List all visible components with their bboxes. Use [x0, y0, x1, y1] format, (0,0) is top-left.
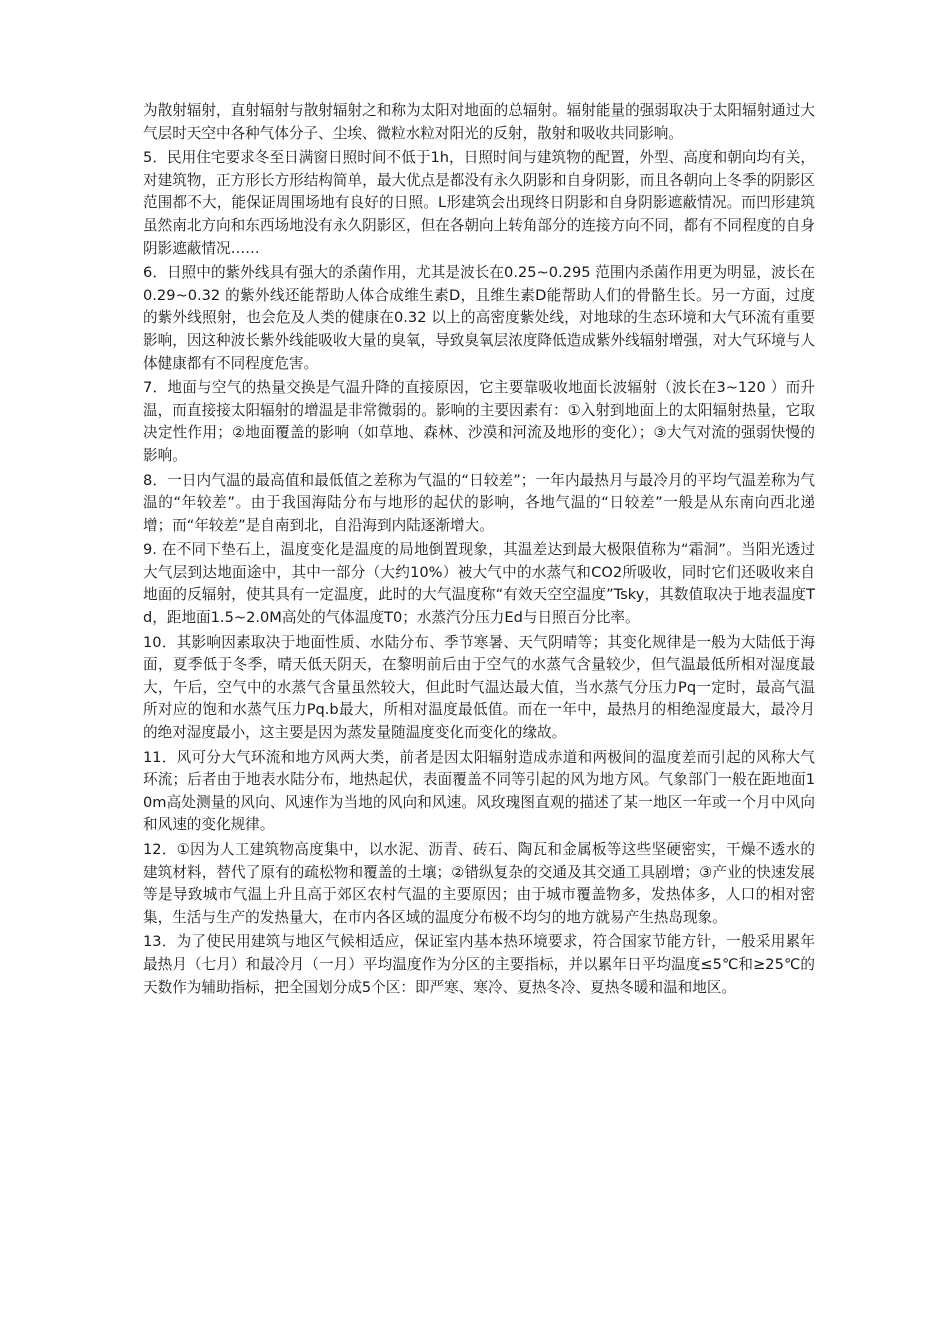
paragraph-13-climate-zones: 13．为了使民用建筑与地区气候相适应，保证室内基本热环境要求，符合国家节能方针，一般采用累年最热月（七月）和最冷月（一月）平均温度作为分区的主要指标，并以累年日平均温度≤5℃和≥25℃的天数作为辅助指标，把全国划分成5个区：即严寒、寒冷、夏热冬冷、夏热冬暖和温和地区。: [143, 933, 815, 996]
paragraph-radiation-continued: 为散射辐射，直射辐射与散射辐射之和称为太阳对地面的总辐射。辐射能量的强弱取决于太阳辐射通过大气层时天空中各种气体分子、尘埃、微粒水粒对阳光的反射，散射和吸收共同影响。: [143, 102, 815, 142]
paragraph-12-heat-island: 12．①因为人工建筑物高度集中，以水泥、沥青、砖石、陶瓦和金属板等这些坚硬密实，干燥不透水的建筑材料，替代了原有的疏松物和覆盖的土壤；②错纵复杂的交通及其交通工具剧增；③产业的快速发展等是导致城市气温上升且高于郊区农村气温的主要原因；由于城市覆盖物多，发热体多，人口的相对密集，生活与生产的发热量大，在市内各区域的温度分布极不均匀的地方就易产生热岛现象。: [143, 841, 815, 926]
paragraph-5-sunlight-duration: 5．民用住宅要求冬至日满窗日照时间不低于1h，日照时间与建筑物的配置，外型、高度和朝向均有关，对建筑物，正方形长方形结构简单，最大优点是都没有永久阴影和自身阴影，而且各朝向上冬季的阴影区范围都不大，能保证周围场地有良好的日照。L形建筑会出现终日阴影和自身阴影遮蔽情况。而凹形建筑虽然南北方向和东西场地没有永久阴影区，但在各朝向上转角部分的连接方向不同，都有不同程度的自身阴影遮蔽情况……: [143, 149, 815, 257]
paragraph-9-sky-temperature: 9. 在不同下垫石上，温度变化是温度的局地倒置现象，其温差达到最大极限值称为“霜洞”。当阳光透过大气层到达地面途中，其中一部分（大约10%）被大气中的水蒸气和CO2所吸收，同时它们还吸收来自地面的反辐射，使其具有一定温度，此时的大气温度称“有效天空空温度”Tsky，其数值取决于地表温度Td，距地面1.5~2.0M高处的气体温度T0；水蒸汽分压力Ed与日照百分比率。: [143, 541, 815, 627]
document-page: [143, 100, 815, 1001]
paragraph-8-temperature-range: 8．一日内气温的最高值和最低值之差称为气温的“日较差”；一年内最热月与最冷月的平均气温差称为气温的“年较差”。由于我国海陆分布与地形的起伏的影响，各地气温的“日较差”一般是从东南向西北递增；而“年较差”是自南到北，自沿海到内陆逐渐增大。: [143, 471, 815, 534]
paragraph-6-ultraviolet: 6．日照中的紫外线具有强大的杀菌作用，尤其是波长在0.25~0.295 范围内杀菌作用更为明显，波长在0.29~0.32 的紫外线还能帮助人体合成维生素D，且维生素D能帮助人们的骨骼生长。另一方面，过度的紫外线照射，也会危及人类的健康在0.32 以上的高密度紫处线，对地球的生态环境和大气环流有重要影响，因这种波长紫外线能吸收大量的臭氧，导致臭氧层浓度降低造成紫外线辐射增强，对大气环境与人体健康都有不同程度危害。: [143, 264, 815, 372]
paragraph-10-humidity: 10．其影响因素取决于地面性质、水陆分布、季节寒暑、天气阴晴等；其变化规律是一般为大陆低于海面，夏季低于冬季，晴天低天阴天，在黎明前后由于空气的水蒸气含量较少，但气温最低所相对湿度最大，午后，空气中的水蒸气含量虽然较大，但此时气温达最大值，当水蒸气分压力Pq一定时，最高气温所对应的饱和水蒸气压力Pq.b最大，所相对温度最低值。而在一年中，最热月的相绝湿度最大，最冷月的绝对湿度最小，这主要是因为蒸发量随温度变化而变化的缘故。: [143, 633, 815, 742]
paragraph-7-heat-exchange: 7．地面与空气的热量交换是气温升降的直接原因，它主要靠吸收地面长波辐射（波长在3~120 ）而升温，而直接接太阳辐射的增温是非常微弱的。影响的主要因素有：①入射到地面上的太阳辐射热量，它取决定性作用；②地面覆盖的影响（如草地、森林、沙漠和河流及地形的变化）；③大气对流的强弱快慢的影响。: [143, 379, 815, 464]
paragraph-11-wind: 11．风可分大气环流和地方风两大类，前者是因太阳辐射造成赤道和两极间的温度差而引起的风称大气环流；后者由于地表水陆分布，地热起伏，表面覆盖不同等引起的风为地方风。气象部门一般在距地面10m高处测量的风向、风速作为当地的风向和风速。风玫瑰图直观的描述了某一地区一年或一个月中风向和风速的变化规律。: [143, 748, 815, 834]
